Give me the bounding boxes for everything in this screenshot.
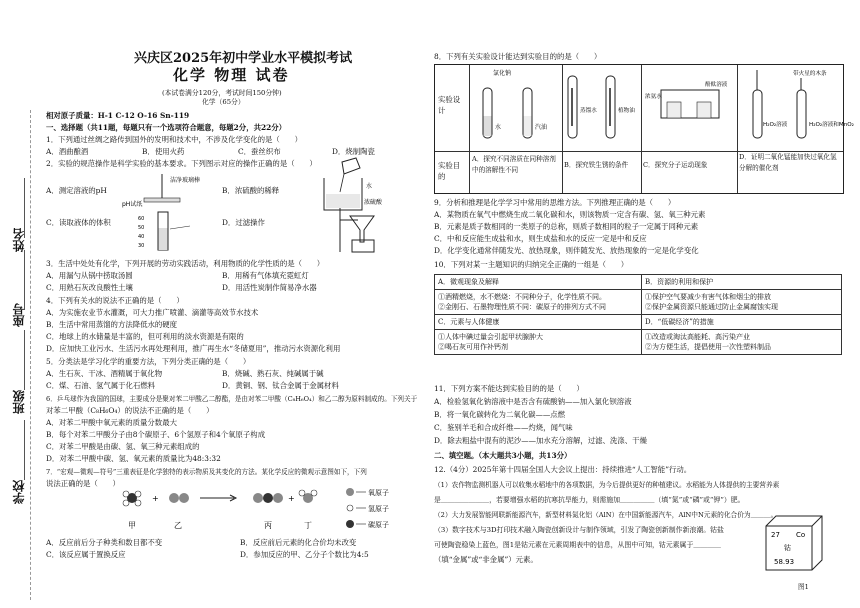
q2-option-b: B．浓硫酸的稀释 bbox=[222, 186, 280, 195]
q5-option-a: A．生石灰、干冰、酒精属于氧化物 bbox=[46, 369, 163, 378]
q4-option-b: B．生活中常用蒸馏的方法降低水的硬度 bbox=[46, 320, 178, 329]
q8-water-label: 水 bbox=[495, 124, 502, 131]
q8-goal-a: A．探究不同溶质在同种溶剂中的溶解性不同 bbox=[472, 155, 556, 174]
reaction-diagram bbox=[112, 484, 402, 534]
school-blank bbox=[24, 420, 26, 480]
q11-option-b: B．将一氧化碳转化为二氧化碳——点燃 bbox=[434, 410, 566, 419]
q6-stem-2: 对苯二甲酸（C₈H₆O₄）的说法不正确的是（ ） bbox=[46, 406, 214, 415]
q5-option-c: C．煤、石油、氢气属于化石燃料 bbox=[46, 381, 156, 390]
q9-option-c: C．中和反应能生成盐和水，则生成盐和水的反应一定是中和反应 bbox=[434, 234, 647, 243]
q8-figure-d bbox=[737, 66, 854, 148]
q6-option-a: A．对苯二甲酸中氧元素的质量分数最大 bbox=[46, 418, 177, 427]
q10-cell-c1: ①人体中碘过量会引起甲状腺肿大 ②喝石灰可用作补钙剂 bbox=[435, 330, 642, 355]
legend-carbon: 碳原子 bbox=[368, 521, 389, 529]
q1-option-a: A．酒曲酿酒 bbox=[46, 147, 89, 156]
figure-1-caption: 图1 bbox=[798, 583, 809, 591]
part1-heading: 一、选择题（共11题，每题只有一个选项符合题意，每题2分，共22分） bbox=[46, 123, 287, 132]
q12-line-3: （2）大力发展智能网联新能源汽车，新型材料氮化铝（AlN）在中国新能源汽车，AlN中N元素的化合价为＿＿＿。 bbox=[434, 511, 778, 519]
q10-cell-b1: ①保护空气要减少有害气体和烟尘的排放 ②保护金属资源只能通过防止金属腐蚀实现 bbox=[642, 290, 842, 315]
q7-option-a: A．反应前后分子种类和数目都不变 bbox=[46, 538, 163, 547]
q7-stem-2: 说法正确的是（ ） bbox=[46, 479, 120, 488]
q11-option-d: D．除去粗盐中混有的泥沙——加水充分溶解，过滤、洗涤、干燥 bbox=[434, 436, 647, 445]
q6-option-b: B．每个对苯二甲酸分子由8个碳原子、6个氢原子和4个氧原子构成 bbox=[46, 430, 266, 439]
q9-option-a: A．某物质在氧气中燃烧生成二氧化碳和水，则该物质一定含有碳、氢、氧三种元素 bbox=[434, 210, 706, 219]
label-ding: 丁 bbox=[304, 521, 312, 530]
q8-phenol-label: 酚酞溶液 bbox=[705, 82, 728, 88]
q2-option-a: A．测定溶液的pH bbox=[46, 186, 107, 195]
q8-ammonia-label: 浓氨水 bbox=[645, 94, 662, 100]
q10-cell-b-title: B．资源的利用和保护 bbox=[642, 275, 842, 290]
name-label: 姓名 bbox=[12, 228, 26, 252]
q8-nacl-label: 氯化钠 bbox=[493, 70, 512, 77]
q8-splint-label: 带火星的木条 bbox=[793, 71, 827, 77]
q4-stem: 4．下列有关水的说法不正确的是（ ） bbox=[46, 296, 184, 305]
q1-stem: 1．下列通过丝绸之路传到国外的发明和技术中，不涉及化学变化的是（ ） bbox=[46, 135, 302, 144]
svg-text:+: + bbox=[152, 494, 159, 503]
q10-cell-d1: ①改造或淘汰高能耗、高污染产业 ②为方便生活，提倡使用一次性塑料制品 bbox=[642, 330, 842, 355]
q8-h2o2-label: H₂O₂溶液 bbox=[763, 122, 788, 128]
filtration-figure bbox=[332, 206, 392, 254]
ph-test-figure bbox=[122, 170, 202, 210]
q8-goal-b: B．探究铁生锈的条件 bbox=[564, 161, 629, 169]
ph-glass-rod-label: 洁净玻璃棒 bbox=[170, 177, 201, 184]
q1-option-b: B．使用火药 bbox=[142, 147, 185, 156]
label-yi: 乙 bbox=[174, 521, 182, 530]
q2-option-d: D．过滤操作 bbox=[222, 218, 265, 227]
exam-note: (本试卷满分120分，考试时间150分钟) bbox=[162, 89, 282, 97]
scale-60: 60 bbox=[138, 216, 145, 222]
legend-oxygen: 氧原子 bbox=[368, 489, 389, 497]
scale-40: 40 bbox=[138, 234, 145, 240]
seat-blank bbox=[24, 250, 26, 310]
q9-option-d: D．化学变化通常伴随发光、放热现象，则伴随发光、放热现象的一定是化学变化 bbox=[434, 246, 699, 255]
q3-option-b: B．用稀有气体填充霓虹灯 bbox=[222, 271, 309, 280]
legend-hydrogen: 氢原子 bbox=[368, 505, 389, 513]
q12-stem: 12.（4分）2025年第十四届全国人大会议上提出：持续推进“人工智能”行动。 bbox=[434, 465, 692, 474]
label-jia: 甲 bbox=[128, 521, 136, 530]
q11-stem: 11．下列方案不能达到实验目的的是（ ） bbox=[434, 384, 584, 393]
class-blank bbox=[24, 330, 26, 390]
q1-option-d: D．烧制陶瓷 bbox=[332, 147, 375, 156]
acid-label: 浓硫酸 bbox=[364, 199, 383, 206]
cobalt-symbol: Co bbox=[796, 531, 806, 539]
q10-cell-c-title: C．元素与人体健康 bbox=[435, 315, 642, 330]
atomic-mass: 相对原子质量：H-1 C-12 O-16 Sn-119 bbox=[46, 111, 190, 120]
exam-title: 兴庆区2025年初中学业水平模拟考试 bbox=[134, 51, 353, 66]
binding-margin bbox=[0, 0, 38, 608]
molecule-bing bbox=[253, 493, 263, 503]
q6-stem-1: 6．乒乓球作为我国的国球，主要成分是聚对苯二甲酸乙二醇酯，是由对苯二甲酸（C₈H₆O₄）和乙二醇为原料制成的。下列关于 bbox=[46, 395, 418, 403]
q9-option-b: B．元素是质子数相同的一类原子的总称，则质子数相同的粒子一定属于同种元素 bbox=[434, 222, 699, 231]
molecule-yi bbox=[169, 493, 179, 503]
label-bing: 丙 bbox=[264, 521, 272, 530]
q12-line-5: 可使陶瓷稳染上蓝色，图1是钴元素在元素周期表中的信息，从图中可知，钴元素属于＿＿＿＿ bbox=[434, 541, 721, 549]
q5-option-d: D．黄铜、钢、钛合金属于金属材料 bbox=[222, 381, 339, 390]
school-label: 学校 bbox=[12, 480, 26, 504]
name-blank bbox=[24, 178, 26, 238]
scale-30: 30 bbox=[138, 243, 145, 249]
q7-option-d: D．参加反应的甲、乙分子个数比为4:5 bbox=[240, 550, 369, 559]
water-label: 水 bbox=[366, 183, 373, 190]
cobalt-element-card bbox=[762, 512, 844, 574]
q12-line-6: （填“金属”或“非金属”）元素。 bbox=[434, 555, 538, 564]
q8-gasoline-label: 汽油 bbox=[535, 124, 548, 131]
q8-stem: 8．下列有关实验设计能达到实验目的的是（ ） bbox=[434, 52, 602, 61]
q4-option-d: D．应加快工业污水、生活污水再处理利用，推广再生水“冬储夏用”，推动污水资源化利用 bbox=[46, 344, 341, 353]
q8-figure-a bbox=[469, 66, 561, 148]
q10-cell-a1: ①酒精燃烧，水不燃烧：不同种分子，化学性质不同。 ②金刚石、石墨物理性质不同：碳原子的排列方式不同 bbox=[435, 290, 642, 315]
q3-option-d: D．用活性炭制作简易净水器 bbox=[222, 283, 317, 292]
q8-h2o2-mno2-label: H₂O₂溶液和MnO₂ bbox=[809, 122, 854, 128]
q6-option-d: D．对苯二甲酸中碳、氢、氧元素的质量比为48:3:32 bbox=[46, 454, 221, 463]
q8-row-design: 实验设计 bbox=[438, 95, 461, 115]
exam-subtitle: 化学 物理 试卷 bbox=[173, 66, 290, 84]
cobalt-number: 27 bbox=[771, 531, 780, 539]
q2-stem: 2．实验的规范操作是科学实验的基本要求。下列图示对应的操作正确的是（ ） bbox=[46, 159, 317, 168]
q7-option-b: B．反应前后元素的化合价均未改变 bbox=[240, 538, 357, 547]
q10-cell-d-title: D．“低碳经济”的措施 bbox=[642, 315, 842, 330]
class-label: 班级 bbox=[12, 390, 26, 414]
q2-option-c: C．读取液体的体积 bbox=[46, 218, 111, 227]
q7-option-c: C．该反应属于置换反应 bbox=[46, 550, 126, 559]
q1-option-c: C．蚕丝织布 bbox=[238, 147, 281, 156]
q5-stem: 5．分类法是学习化学的重要方法，下列分类正确的是（ ） bbox=[46, 357, 251, 366]
seat-label: 座号 bbox=[12, 303, 26, 327]
q5-option-b: B．烧碱、熟石灰、纯碱属于碱 bbox=[222, 369, 324, 378]
q8-row-goal: 实验目的 bbox=[438, 161, 461, 181]
q10-cell-a-title: A．微观现象及解释 bbox=[435, 275, 642, 290]
q8-distilled-water-label: 蒸馏水 bbox=[580, 108, 597, 114]
q8-oil-label: 植物油 bbox=[618, 108, 635, 114]
q11-option-a: A．检验氢氧化钠溶液中是否含有硫酸钠——加入氯化钡溶液 bbox=[434, 397, 632, 406]
cut-line bbox=[30, 110, 31, 600]
q6-option-c: C．对苯二甲酸是由碳、氢、氧三种元素组成的 bbox=[46, 442, 200, 451]
cobalt-mass: 58.93 bbox=[774, 558, 795, 566]
ph-paper-label: pH试纸 bbox=[122, 201, 143, 208]
q8-goal-c: C．探究分子运动现象 bbox=[643, 161, 708, 169]
chem-section: 化学（65分） bbox=[202, 98, 245, 106]
q4-option-c: C．地球上的水储量是丰富的，但可利用的淡水资源是有限的 bbox=[46, 332, 244, 341]
q8-goal-d: D．证明二氧化锰能加快过氧化氢分解的催化剂 bbox=[739, 153, 837, 172]
q12-line-2: 是＿＿＿＿＿＿＿，若要增强水稻的抗寒抗旱能力，则需施加＿＿＿＿＿（填“氮”或“磷”或“钾”）肥。 bbox=[434, 496, 745, 504]
q3-option-c: C．用熟石灰改良酸性土壤 bbox=[46, 283, 133, 292]
svg-text:+: + bbox=[288, 494, 295, 503]
q9-stem: 9．分析和推理是化学学习中常用的思维方法。下列推理正确的是（ ） bbox=[434, 198, 676, 207]
q7-stem-1: 7．“宏观—微观—符号”三重表征是化学独特的表示物质及其变化的方法。某化学反应的微观示意图如下，下列 bbox=[46, 468, 367, 476]
cylinder-figure bbox=[134, 210, 194, 252]
q8-figure-b bbox=[562, 66, 638, 148]
scale-50: 50 bbox=[138, 225, 145, 231]
part2-heading: 二、填空题。（本大题共3小题，共13分） bbox=[434, 451, 572, 460]
q10-stem: 10．下列对某一主题知识的归纳完全正确的一组是（ ） bbox=[434, 260, 629, 269]
q12-line-1: （1）农作物监测机器人可以收集水稻地中的各项数据，为今后提供更好的种植建议。水稻能为人体提供的主要营养素 bbox=[434, 481, 780, 489]
q3-option-a: A．用漏勺从锅中捞取汤圆 bbox=[46, 271, 133, 280]
q12-line-4: （3）数字技术与3D打印技术融入陶瓷创新设计与制作领域，引发了陶瓷创新制作新浪潮。钴盐 bbox=[434, 526, 724, 534]
cobalt-name: 钴 bbox=[784, 544, 791, 552]
q11-option-c: C．鉴别羊毛和合成纤维——灼烧，闻气味 bbox=[434, 423, 573, 432]
q3-stem: 3．生活中处处有化学，下列开展的劳动实践活动，利用物质的化学性质的是（ ） bbox=[46, 259, 325, 268]
q4-option-a: A．为实施农业节水灌溉，可大力推广喷灌、滴灌等高效节水技术 bbox=[46, 308, 259, 317]
q8-figure-c bbox=[641, 66, 735, 148]
q10-table bbox=[434, 274, 842, 355]
